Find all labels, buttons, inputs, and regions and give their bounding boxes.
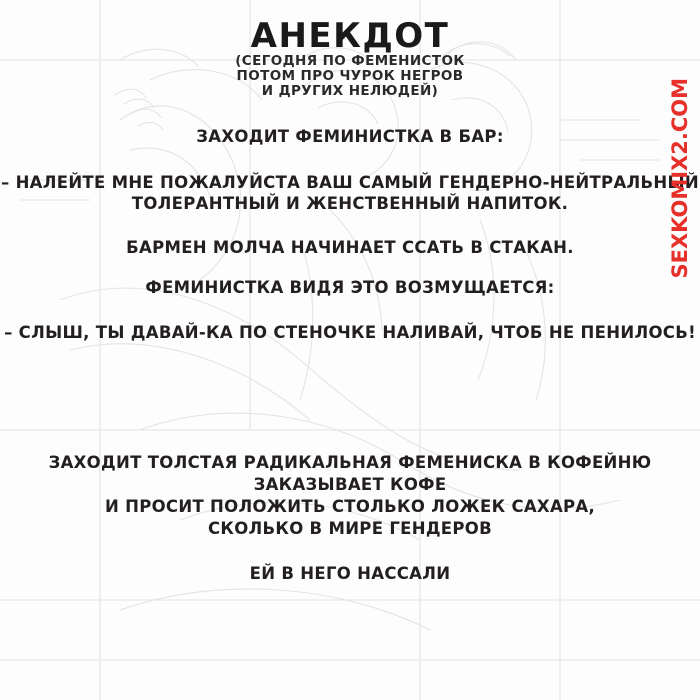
page-subtitle (0, 54, 700, 99)
joke-line-2a: – НАЛЕЙТЕ МНЕ ПОЖАЛУЙСТА ВАШ САМЫЙ ГЕНДЕРНО-НЕЙТРАЛЬНЫЙ (0, 173, 700, 192)
page-title: АНЕКДОТ (250, 16, 450, 56)
joke-line-4: ФЕМИНИСТКА ВИДЯ ЭТО ВОЗМУЩАЕТСЯ: (145, 278, 555, 297)
joke-line-6 (0, 452, 700, 540)
joke-line-5: – СЛЫШ, ТЫ ДАВАЙ-КА ПО СТЕНОЧКЕ НАЛИВАЙ, ЧТОБ НЕ ПЕНИЛОСЬ! (4, 323, 696, 342)
joke-line-1: ЗАХОДИТ ФЕМИНИСТКА В БАР: (196, 127, 504, 146)
site-watermark: SEXKOMIX2.COM (668, 78, 692, 279)
joke-line-6a: ЗАХОДИТ ТОЛСТАЯ РАДИКАЛЬНАЯ ФЕМЕНИСКА В КОФЕЙНЮ (48, 453, 652, 472)
joke-line-3: БАРМЕН МОЛЧА НАЧИНАЕТ ССАТЬ В СТАКАН. (126, 238, 574, 257)
joke-punchline: ЕЙ В НЕГО НАССАЛИ (249, 564, 451, 583)
joke-line-6b: ЗАКАЗЫВАЕТ КОФЕ (253, 475, 447, 494)
subtitle-line-2: ПОТОМ ПРО ЧУРОК НЕГРОВ (236, 68, 464, 84)
joke-line-2 (0, 172, 700, 214)
joke-line-2b: ТОЛЕРАНТНЫЙ И ЖЕНСТВЕННЫЙ НАПИТОК. (131, 194, 569, 213)
subtitle-line-3: И ДРУГИХ НЕЛЮДЕЙ) (261, 83, 439, 99)
joke-line-6d: СКОЛЬКО В МИРЕ ГЕНДЕРОВ (208, 519, 492, 538)
subtitle-line-1: (СЕГОДНЯ ПО ФЕМЕНИСТОК (235, 53, 465, 69)
joke-line-6c: И ПРОСИТ ПОЛОЖИТЬ СТОЛЬКО ЛОЖЕК САХАРА, (104, 497, 596, 516)
